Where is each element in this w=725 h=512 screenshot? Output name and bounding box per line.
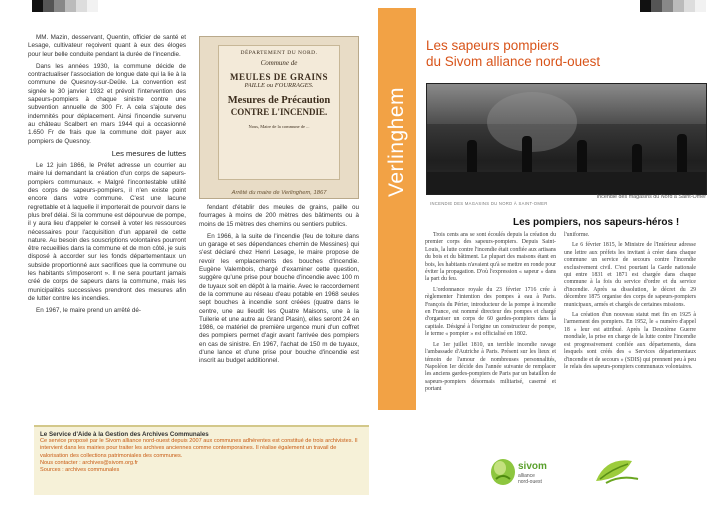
info-box-sources: Sources : archives communales xyxy=(40,467,120,474)
paragraph: Le 1er juillet 1810, un terrible incendie ravage l'ambassade d'Autriche à Paris. Présent sur les lieux et témoin de l'amour de nombreuses personnalités, Napoléon Ier décide des l'année suivante de remplacer les anciens gardes-pompiers de Paris par un bataillon de sapeurs-pompiers désormais militarisé, caserné et portant xyxy=(425,341,556,393)
title-line-2: du Sivom alliance nord-ouest xyxy=(426,54,601,69)
arrete-poster-image xyxy=(199,36,359,199)
swatch xyxy=(76,0,87,12)
swatch xyxy=(32,0,43,12)
swatch xyxy=(640,0,651,12)
paragraph: Le 12 juin 1866, le Préfet adresse un courrier au maire lui demandant la création d'un corps de sapeurs-pompiers communaux. « Malgré l'incontestable utilité des corps de sapeurs-pompiers, il n'en existe point encore dans votre commune. C'est une lacune regrettable et à laquelle il importerait de pourvoir dans le plus bref délai. Si la commune est dépourvue de pompe, il y aura lieu d'appeler le conseil à voter les ressources nécessaires pour l'acquisition d'un appareil de cette nature. Au besoin des souscriptions volontaires pourront être recueillies dans la commune et de mon côté, je suis disposé à accorder sur les fonds départementaux un subside proportionné aux sacrifices que la commune ou les habitants s'imposeront ». Il ne sera pourtant jamais créé de corps de sapeurs dans la commune, mais les municipalités successives prendront des mesures afin de lutter contre les incendies. xyxy=(28,162,186,302)
photo-ground xyxy=(427,172,706,194)
poster-commune: Commune de xyxy=(260,59,298,67)
page-title xyxy=(426,38,600,70)
vertical-title: Verlinghem xyxy=(385,86,408,198)
poster-caption: Arrêté du maire de Verlinghem, 1867 xyxy=(231,190,327,196)
info-box-title: Le Service d'Aide à la Gestion des Archives Communales xyxy=(40,431,209,438)
swatch xyxy=(684,0,695,12)
swatch xyxy=(651,0,662,12)
paragraph: MM. Mazin, desservant, Quentin, officier de santé et Lesage, cultivateur reçoivent quant à eux des éloges pour leur belle conduite pendant la durée de l'incendie. xyxy=(28,34,186,58)
photo-figure xyxy=(467,140,477,174)
poster-paille: PAILLE ou FOURRAGES. xyxy=(244,82,314,89)
right-column-text-2 xyxy=(564,232,696,374)
info-box-contact: Nous contacter : archives@sivom.org.fr xyxy=(40,459,139,466)
orange-side-band xyxy=(378,8,416,410)
color-swatches-right xyxy=(640,0,706,12)
info-box-body: Ce service proposé par le Sivom alliance nord-ouest depuis 2007 aux communes adhérentes est constitué de trois archivistes. Il intervient dans les mairies pour traiter les archives anciennes comme contemporaines. Il réalise également un travail de valorisation des collections patrimoniales des communes. xyxy=(40,438,358,459)
paragraph: fendant d'établir des meules de grains, paille ou fourrages à moins de 200 mètres des bâtiments ou à moins de 15 mètres des chemins ou sentiers publics. xyxy=(199,204,359,228)
photo-figure xyxy=(632,144,642,174)
poster-document xyxy=(218,45,340,180)
photo-figure xyxy=(677,134,687,174)
firefighters-photo xyxy=(426,83,707,195)
swatch xyxy=(87,0,98,12)
alliance-word: alliance xyxy=(518,473,535,479)
swatch xyxy=(673,0,684,12)
paragraph: l'uniforme. xyxy=(564,232,590,238)
partner-logo xyxy=(586,453,646,489)
middle-column-text xyxy=(199,204,359,370)
poster-contre: CONTRE L'INCENDIE. xyxy=(230,107,328,117)
poster-meules: MEULES DE GRAINS xyxy=(229,72,329,82)
poster-department: DÉPARTEMENT DU NORD. xyxy=(240,50,318,56)
poster-mesures: Mesures de Précaution xyxy=(227,95,331,106)
paragraph: Dans les années 1930, la commune décide de contractualiser l'association de longue date qui la lie à la commune de Quesnoy-sur-Deûle. La convention est signée le 30 janvier 1932 et prévoit l'intervention des sapeurs-pompiers à chaque sinistre contre une subvention annuelle de 300 Fr. A cela s'ajoute des indemnités pour déplacement. Ainsi l'incendie survenu au château Scalbert en mars 1944 qui a occasionné 1.650 Fr de frais que la commune doit payer aux pompiers de Quesnoy. xyxy=(28,62,186,145)
paragraph: Le 6 février 1815, le Ministre de l'Intérieur adresse une lettre aux préfets les invitant à créer dans chaque commune un service de secours contre l'incendie exclusivement civil. C'est pourtant la Garde nationale qui entre 1831 et 1871 est chargée dans chaque commune à la fois du service d'ordre et du service d'incendie. Après sa dissolution, le décret du 29 décembre 1875 organise des corps de sapeurs-pompiers municipaux, armés et chargés de certaines missions. xyxy=(564,242,696,308)
sivom-logo xyxy=(488,455,566,491)
sivom-logo-icon xyxy=(488,455,566,491)
paragraph: Trois cents ans se sont écoulés depuis la création du premier corps des sapeurs-pompiers. Depuis Saint-Louis, la lutte contre l'incendie était confiée aux artisans du bois et du bâtiment. Le plupart des maisons étant en bois, les habitants n'avaient qu'à se mettre en ronde pour éviter la propagation. D'où l'expression « sapeur » dans la part du feu. xyxy=(425,232,556,283)
swatch xyxy=(54,0,65,12)
swatch xyxy=(65,0,76,12)
right-column-text-1 xyxy=(425,232,556,397)
leaf-emblem-icon xyxy=(586,453,646,489)
nord-ouest-word: nord-ouest xyxy=(518,479,542,485)
photo-figure xyxy=(522,136,532,174)
paragraph: En 1966, à la suite de l'incendie (feu de toiture dans un garage et ses dépendances chemin de Messines) qui s'est déclaré chez Henri Lesage, le maire propose de revoir les emplacements des bouches d'incendie. Eugène Valembois, chargé d'examiner cette question, suggère qu'une prise pour bouche d'incendie avec 100 m de tuyaux soit en dépôt à la mairie. Avec le raccordement de la commune au réseau d'eau potable en 1968 seules sept bouches à incendie sont créées (quatre dans le centre, une au lieudit les Quatre Maisons, une à la Tuilerie et une autre au Grand Plasin), elles seront 24 en 1986, ce matériel de première urgence muni d'un coffret des pompiers permet d'agir avant l'arrivée des pompiers en cas de sinistre. En 1967, l'achat de 150 m de tuyaux, d'une lance et d'une prise pour bouche d'incendie est inscrit au budget additionnel. xyxy=(199,232,359,365)
paragraph: En 1967, le maire prend un arrêté dé- xyxy=(36,307,142,315)
left-column-text xyxy=(28,34,186,320)
archives-service-box xyxy=(34,425,369,495)
sivom-word: sivom xyxy=(518,461,547,472)
paragraph: L'ordonnance royale du 23 février 1716 crée à règlementer l'intention des pompes à eau à Paris. François du Périer, introducteur de la pompe à incendie en France, est nommé directeur des pompes et chargé d'organiser un corps de 60 gardes-pompiers dans la capitale. Désigné à l'origine un constructeur de pompe, le terme « pompier » est officialisé en 1802. xyxy=(425,286,556,338)
swatch xyxy=(695,0,706,12)
section-heading: Les pompiers, nos sapeurs-héros ! xyxy=(513,217,680,228)
swatch xyxy=(43,0,54,12)
poster-small-text: Nous, Maire de la commune de ... xyxy=(248,124,310,129)
photo-figure xyxy=(577,140,587,174)
paragraph: La création d'un nouveau statut met fin en 1925 à l'armement des pompiers. En 1952, le « numéro d'appel 18 » leur est attribué. Après la Deuxième Guerre mondiale, la prise en charge de la lutte contre l'incendie est progressivement confiée aux départements, dans lesquels sont créés des « Services départementaux d'incendie et de secours » (SDIS) qui prennent peu à peu le relais des sapeurs-pompiers communaux volontaires. xyxy=(564,312,696,370)
photo-caption: Incendie des magasins du Nord à Saint-Omer xyxy=(596,194,706,200)
swatch xyxy=(662,0,673,12)
title-line-1: Les sapeurs pompiers xyxy=(426,38,559,53)
color-swatches-left xyxy=(32,0,98,12)
photo-caption-small: INCENDIE DES MAGASINS DU NORD À SAINT-OMER xyxy=(430,201,548,206)
photo-smoke xyxy=(487,92,577,152)
section-subheading: Les mesures de luttes xyxy=(111,148,186,158)
